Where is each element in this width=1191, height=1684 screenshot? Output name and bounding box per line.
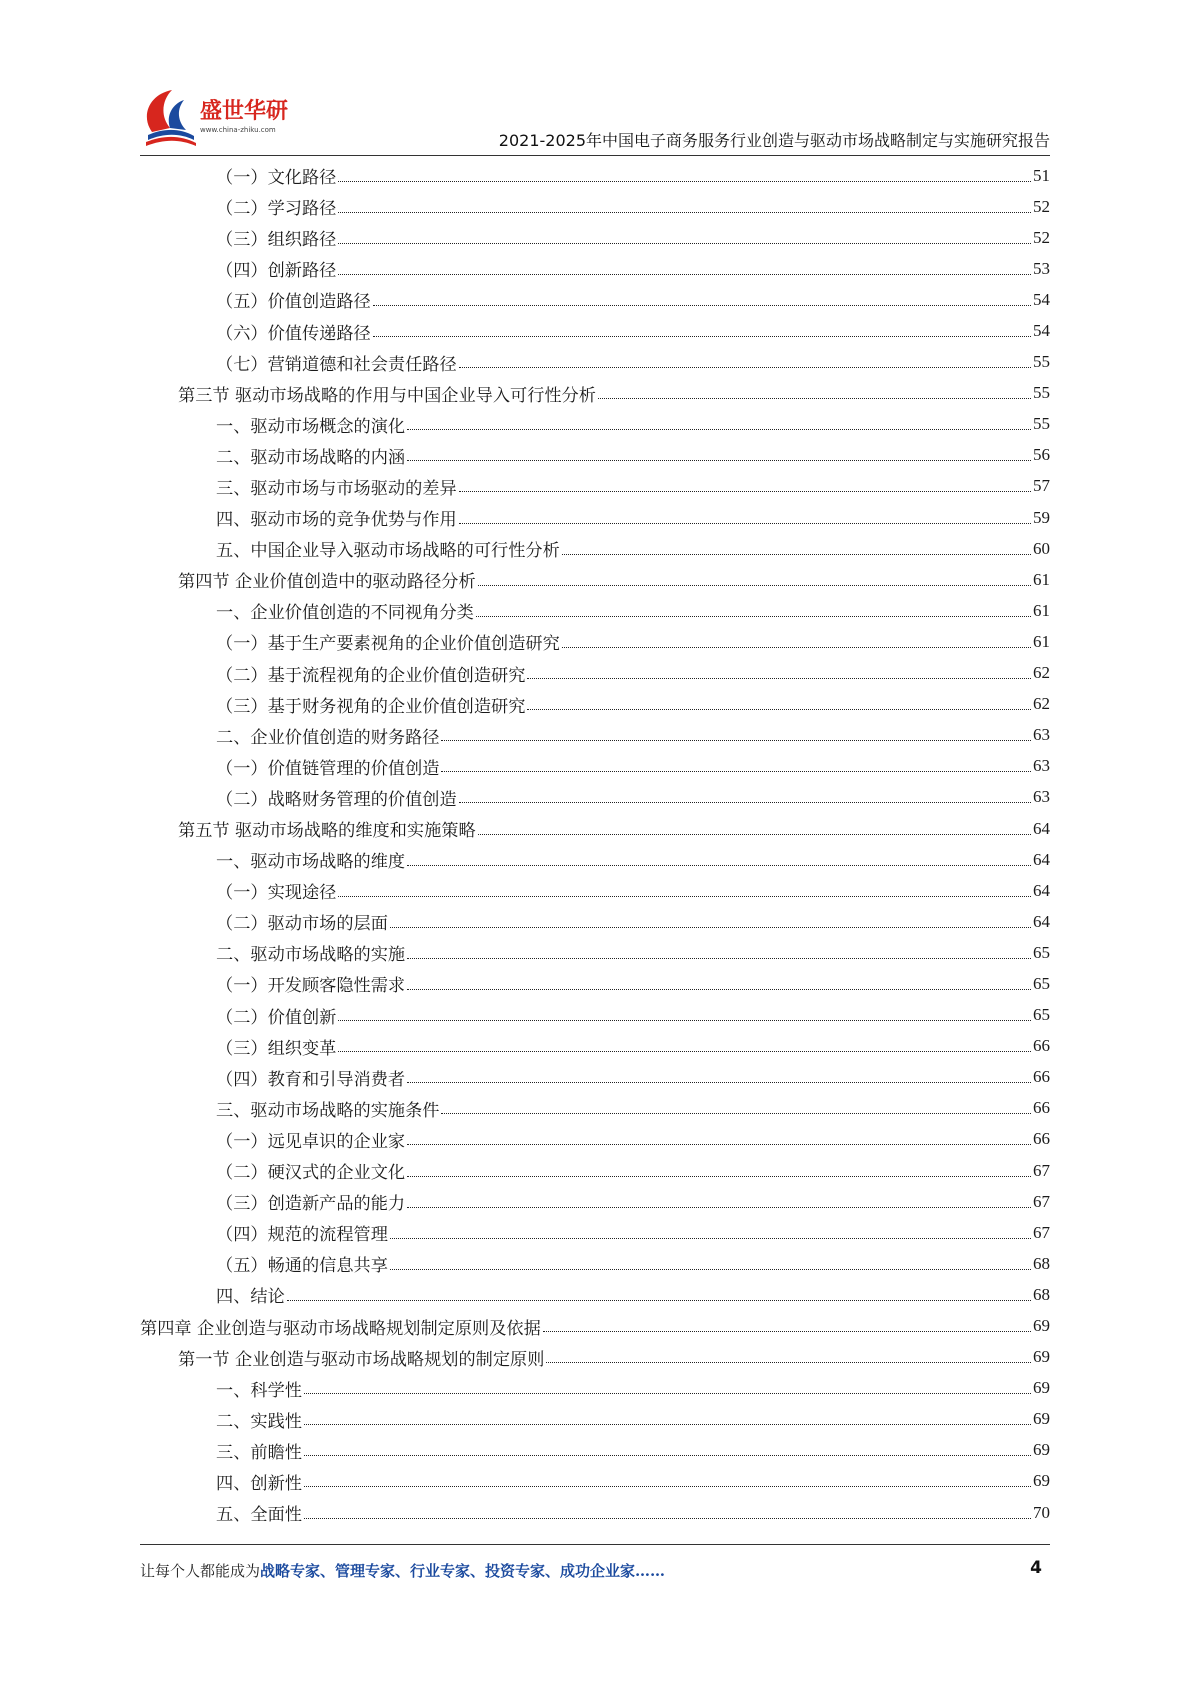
toc-entry-page: 69 — [1033, 1316, 1050, 1336]
toc-leader-dots — [304, 1392, 1031, 1394]
toc-entry[interactable] — [140, 409, 1050, 440]
toc-entry-page: 56 — [1033, 445, 1050, 465]
toc-entry-label: （二）战略财务管理的价值创造 — [216, 789, 457, 810]
toc-leader-dots — [338, 895, 1031, 897]
toc-entry-page: 69 — [1033, 1347, 1050, 1367]
toc-entry-label: （二）基于流程视角的企业价值创造研究 — [216, 665, 526, 686]
toc-entry[interactable] — [140, 1435, 1050, 1466]
toc-entry[interactable] — [140, 1373, 1050, 1404]
toc-entry-label: 三、前瞻性 — [216, 1442, 302, 1463]
toc-entry-page: 55 — [1033, 352, 1050, 372]
toc-entry-page: 64 — [1033, 880, 1050, 900]
toc-entry-label: （一）开发顾客隐性需求 — [216, 976, 406, 997]
toc-entry-label: 四、驱动市场的竞争优势与作用 — [216, 510, 457, 531]
toc-entry[interactable] — [140, 378, 1050, 409]
toc-entry[interactable] — [140, 440, 1050, 471]
toc-entry[interactable] — [140, 813, 1050, 844]
toc-entry-label: 二、驱动市场战略的内涵 — [216, 447, 406, 468]
toc-entry-label: 二、驱动市场战略的实施 — [216, 945, 406, 966]
toc-entry-label: 五、全面性 — [216, 1505, 302, 1526]
toc-entry-page: 69 — [1033, 1409, 1050, 1429]
toc-entry[interactable] — [140, 906, 1050, 937]
toc-entry[interactable] — [140, 782, 1050, 813]
toc-entry[interactable] — [140, 1093, 1050, 1124]
toc-leader-dots — [407, 988, 1031, 990]
footer-slogan-highlight: 战略专家、管理专家、行业专家、投资专家、成功企业家…… — [260, 1562, 666, 1580]
toc-entry-label: 二、实践性 — [216, 1411, 302, 1432]
toc-entry-label: （二）价值创新 — [216, 1007, 337, 1028]
toc-entry-page: 61 — [1033, 600, 1050, 620]
toc-entry-label: （二）驱动市场的层面 — [216, 914, 388, 935]
toc-entry[interactable] — [140, 1497, 1050, 1528]
toc-entry[interactable] — [140, 751, 1050, 782]
report-title: 2021-2025年中国电子商务服务行业创造与驱动市场战略制定与实施研究报告 — [498, 131, 1050, 150]
toc-entry-page: 53 — [1033, 258, 1050, 278]
toc-entry-label: （五）畅通的信息共享 — [216, 1256, 388, 1277]
toc-entry[interactable] — [140, 1279, 1050, 1310]
toc-leader-dots — [407, 428, 1031, 430]
toc-leader-dots — [407, 957, 1031, 959]
toc-leader-dots — [598, 397, 1031, 399]
toc-entry[interactable] — [140, 1031, 1050, 1062]
toc-leader-dots — [546, 1361, 1031, 1363]
toc-entry[interactable] — [140, 284, 1050, 315]
toc-entry-label: 一、驱动市场概念的演化 — [216, 416, 406, 437]
toc-entry-page: 60 — [1033, 538, 1050, 558]
brand-name: 盛世华研 — [200, 99, 289, 124]
toc-entry-page: 67 — [1033, 1222, 1050, 1242]
toc-entry-page: 62 — [1033, 663, 1050, 683]
header-divider — [140, 155, 1050, 156]
toc-leader-dots — [287, 1299, 1031, 1301]
toc-entry-page: 70 — [1033, 1502, 1050, 1522]
toc-entry-label: （二）硬汉式的企业文化 — [216, 1163, 406, 1184]
toc-entry-page: 64 — [1033, 911, 1050, 931]
toc-entry[interactable] — [140, 347, 1050, 378]
toc-entry[interactable] — [140, 595, 1050, 626]
toc-entry-label: 一、科学性 — [216, 1380, 302, 1401]
toc-entry-label: （二）学习路径 — [216, 199, 337, 220]
toc-entry[interactable] — [140, 533, 1050, 564]
toc-leader-dots — [459, 801, 1031, 803]
toc-entry-page: 69 — [1033, 1471, 1050, 1491]
toc-entry-page: 64 — [1033, 818, 1050, 838]
toc-entry-page: 59 — [1033, 507, 1050, 527]
toc-leader-dots — [527, 677, 1031, 679]
footer-divider — [140, 1544, 1050, 1545]
toc-entry-page: 51 — [1033, 165, 1050, 185]
toc-entry-label: （七）营销道德和社会责任路径 — [216, 354, 457, 375]
toc-leader-dots — [338, 242, 1031, 244]
toc-leader-dots — [373, 304, 1031, 306]
toc-leader-dots — [338, 273, 1031, 275]
toc-entry-label: 第四章 企业创造与驱动市场战略规划制定原则及依据 — [140, 1318, 541, 1339]
toc-leader-dots — [562, 553, 1031, 555]
toc-entry-label: 四、创新性 — [216, 1473, 302, 1494]
toc-entry-page: 54 — [1033, 289, 1050, 309]
toc-leader-dots — [407, 1175, 1031, 1177]
toc-leader-dots — [373, 335, 1031, 337]
toc-entry-label: （三）组织变革 — [216, 1038, 337, 1059]
toc-entry-page: 64 — [1033, 849, 1050, 869]
toc-leader-dots — [338, 211, 1031, 213]
toc-entry-label: （三）基于财务视角的企业价值创造研究 — [216, 696, 526, 717]
toc-entry-label: （一）基于生产要素视角的企业价值创造研究 — [216, 634, 560, 655]
toc-entry[interactable] — [140, 1404, 1050, 1435]
toc-entry[interactable] — [140, 1466, 1050, 1497]
toc-leader-dots — [304, 1517, 1031, 1519]
toc-entry[interactable] — [140, 1186, 1050, 1217]
toc-entry-label: （五）价值创造路径 — [216, 292, 371, 313]
toc-entry-page: 65 — [1033, 942, 1050, 962]
toc-entry[interactable] — [140, 191, 1050, 222]
toc-leader-dots — [304, 1454, 1031, 1456]
brand-url: www.china-zhiku.com — [200, 126, 276, 134]
toc-entry-label: （一）价值链管理的价值创造 — [216, 758, 440, 779]
toc-leader-dots — [459, 522, 1031, 524]
toc-entry[interactable] — [140, 1248, 1050, 1279]
toc-entry[interactable] — [140, 937, 1050, 968]
brand-logo — [140, 80, 310, 150]
toc-entry-label: 一、驱动市场战略的维度 — [216, 852, 406, 873]
toc-leader-dots — [390, 1237, 1031, 1239]
toc-entry-label: （一）文化路径 — [216, 168, 337, 189]
toc-leader-dots — [407, 1143, 1031, 1145]
toc-entry-page: 63 — [1033, 787, 1050, 807]
toc-entry[interactable] — [140, 968, 1050, 999]
toc-leader-dots — [407, 1081, 1031, 1083]
toc-leader-dots — [527, 708, 1031, 710]
toc-entry-label: （一）远见卓识的企业家 — [216, 1131, 406, 1152]
toc-entry-label: 四、结论 — [216, 1287, 285, 1308]
toc-entry[interactable] — [140, 1155, 1050, 1186]
toc-entry[interactable] — [140, 626, 1050, 657]
toc-entry-label: 五、中国企业导入驱动市场战略的可行性分析 — [216, 541, 560, 562]
toc-entry-page: 69 — [1033, 1378, 1050, 1398]
toc-entry-page: 68 — [1033, 1253, 1050, 1273]
page-number: 4 — [1030, 1558, 1042, 1578]
toc-leader-dots — [562, 646, 1031, 648]
toc-entry[interactable] — [140, 689, 1050, 720]
toc-entry-page: 68 — [1033, 1284, 1050, 1304]
toc-leader-dots — [441, 770, 1031, 772]
toc-entry-label: 第四节 企业价值创造中的驱动路径分析 — [178, 572, 476, 593]
toc-leader-dots — [304, 1423, 1031, 1425]
toc-entry-page: 67 — [1033, 1160, 1050, 1180]
toc-entry[interactable] — [140, 315, 1050, 346]
toc-entry[interactable] — [140, 253, 1050, 284]
toc-entry[interactable] — [140, 1310, 1050, 1341]
toc-entry-label: （六）价值传递路径 — [216, 323, 371, 344]
toc-entry-label: （四）创新路径 — [216, 261, 337, 282]
toc-entry-label: 二、企业价值创造的财务路径 — [216, 727, 440, 748]
table-of-contents — [140, 160, 1050, 1528]
toc-entry-page: 55 — [1033, 383, 1050, 403]
toc-entry-page: 67 — [1033, 1191, 1050, 1211]
toc-leader-dots — [478, 584, 1031, 586]
toc-leader-dots — [407, 864, 1031, 866]
toc-entry[interactable] — [140, 720, 1050, 751]
toc-leader-dots — [459, 366, 1031, 368]
toc-entry-label: （一）实现途径 — [216, 883, 337, 904]
toc-entry-page: 55 — [1033, 414, 1050, 434]
toc-entry-page: 57 — [1033, 476, 1050, 496]
toc-leader-dots — [304, 1485, 1031, 1487]
footer-slogan-prefix: 让每个人都能成为 — [140, 1562, 261, 1580]
toc-leader-dots — [390, 926, 1031, 928]
toc-leader-dots — [338, 1019, 1031, 1021]
toc-entry-label: 第三节 驱动市场战略的作用与中国企业导入可行性分析 — [178, 385, 596, 406]
toc-entry-label: 第五节 驱动市场战略的维度和实施策略 — [178, 821, 476, 842]
toc-entry[interactable] — [140, 564, 1050, 595]
toc-leader-dots — [390, 1268, 1031, 1270]
toc-entry-page: 65 — [1033, 973, 1050, 993]
toc-entry[interactable] — [140, 502, 1050, 533]
toc-entry-label: （四）教育和引导消费者 — [216, 1069, 406, 1090]
toc-entry[interactable] — [140, 1342, 1050, 1373]
page-header — [140, 80, 1050, 155]
page-footer — [140, 1560, 1050, 1588]
toc-entry[interactable] — [140, 1124, 1050, 1155]
toc-leader-dots — [478, 833, 1031, 835]
toc-entry-page: 52 — [1033, 227, 1050, 247]
toc-entry-page: 66 — [1033, 1067, 1050, 1087]
toc-leader-dots — [459, 490, 1031, 492]
toc-entry-page: 61 — [1033, 631, 1050, 651]
toc-entry-page: 63 — [1033, 725, 1050, 745]
toc-entry-page: 66 — [1033, 1036, 1050, 1056]
toc-entry-page: 62 — [1033, 694, 1050, 714]
toc-entry-page: 61 — [1033, 569, 1050, 589]
toc-leader-dots — [441, 1112, 1031, 1114]
toc-entry-label: （三）组织路径 — [216, 230, 337, 251]
toc-entry[interactable] — [140, 844, 1050, 875]
toc-entry-page: 54 — [1033, 321, 1050, 341]
toc-leader-dots — [338, 1050, 1031, 1052]
toc-leader-dots — [476, 615, 1031, 617]
toc-entry-label: 三、驱动市场与市场驱动的差异 — [216, 478, 457, 499]
toc-entry[interactable] — [140, 875, 1050, 906]
toc-entry[interactable] — [140, 222, 1050, 253]
toc-leader-dots — [407, 459, 1031, 461]
toc-entry-label: 第一节 企业创造与驱动市场战略规划的制定原则 — [178, 1349, 545, 1370]
toc-entry-page: 63 — [1033, 756, 1050, 776]
toc-entry-page: 69 — [1033, 1440, 1050, 1460]
toc-leader-dots — [338, 180, 1031, 182]
toc-entry-label: （三）创造新产品的能力 — [216, 1194, 406, 1215]
toc-entry-label: （四）规范的流程管理 — [216, 1225, 388, 1246]
toc-leader-dots — [441, 739, 1031, 741]
toc-entry-page: 65 — [1033, 1005, 1050, 1025]
toc-entry[interactable] — [140, 1062, 1050, 1093]
toc-entry-label: 三、驱动市场战略的实施条件 — [216, 1100, 440, 1121]
toc-leader-dots — [543, 1330, 1031, 1332]
toc-entry[interactable] — [140, 160, 1050, 191]
toc-entry-page: 66 — [1033, 1098, 1050, 1118]
toc-leader-dots — [407, 1206, 1031, 1208]
toc-entry-page: 52 — [1033, 196, 1050, 216]
toc-entry[interactable] — [140, 1217, 1050, 1248]
toc-entry-label: 一、企业价值创造的不同视角分类 — [216, 603, 474, 624]
toc-entry-page: 66 — [1033, 1129, 1050, 1149]
toc-entry[interactable] — [140, 1000, 1050, 1031]
toc-entry[interactable] — [140, 471, 1050, 502]
toc-entry[interactable] — [140, 658, 1050, 689]
